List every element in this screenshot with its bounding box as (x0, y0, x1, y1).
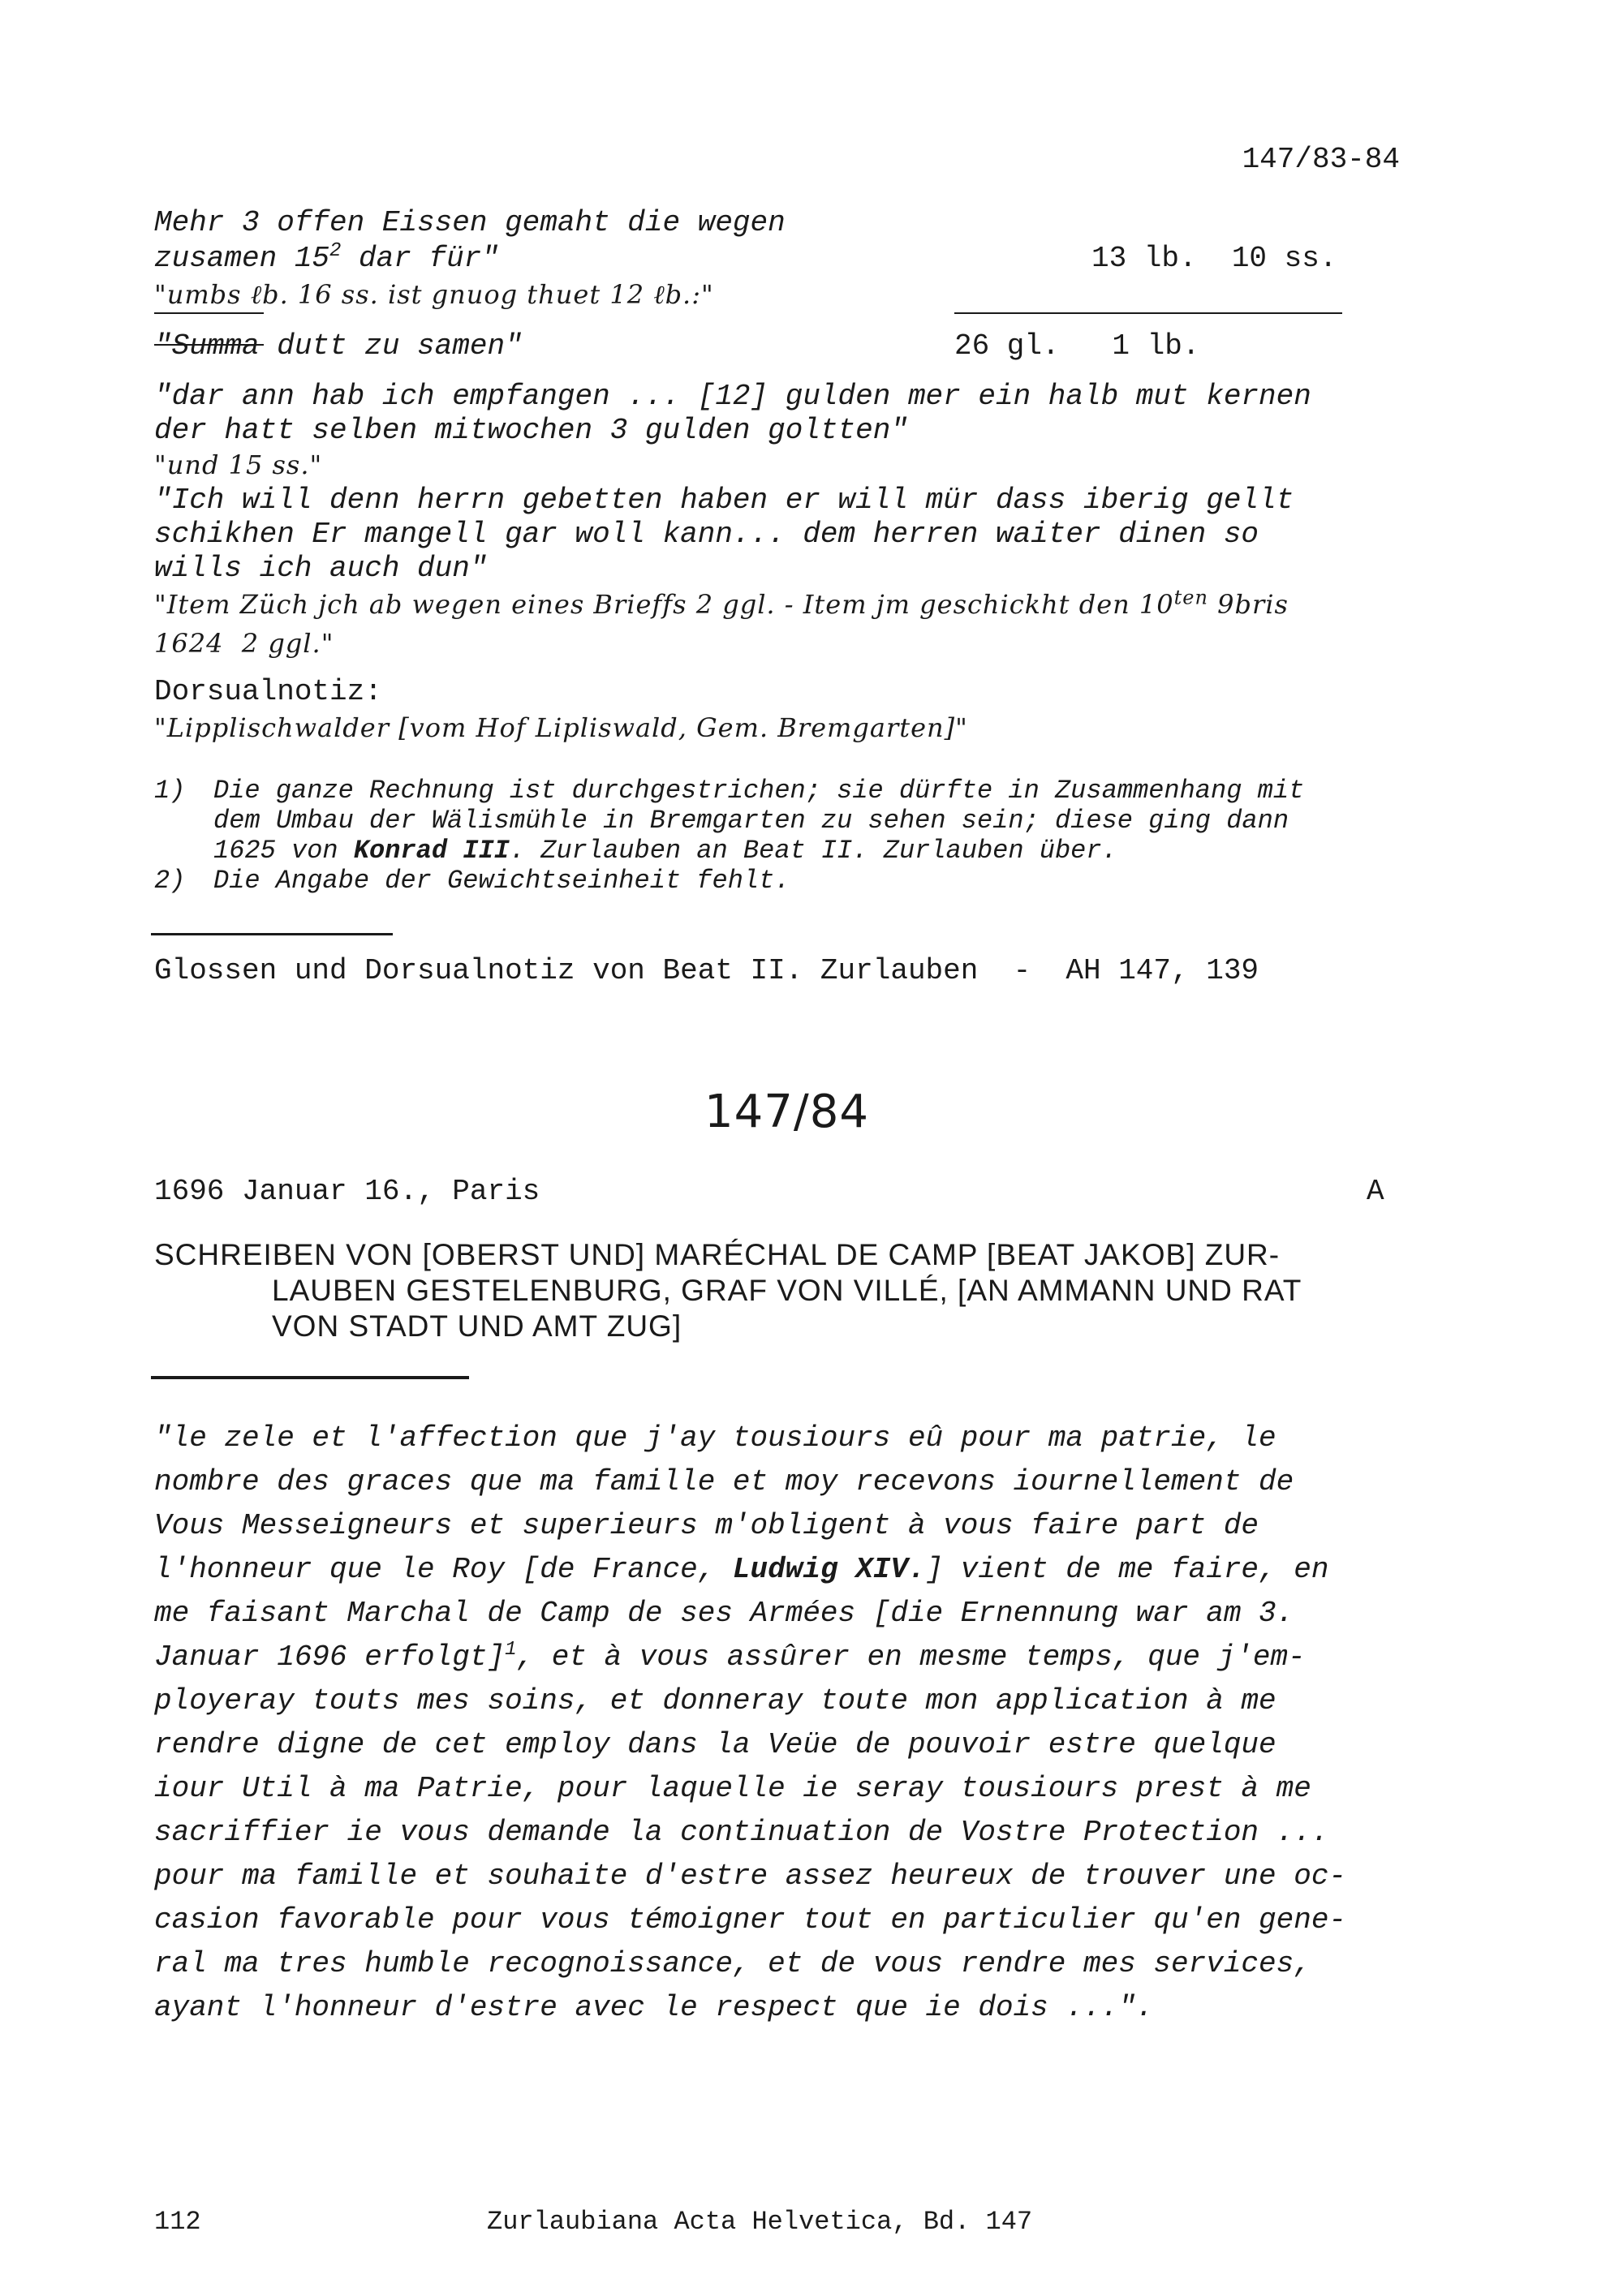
paragraph-2-line-1: "Ich will denn herrn gebetten haben er will mür dass iberig gellt (154, 484, 1294, 517)
letter-line: "le zele et l'affection que j'ay tousiours eû pour ma patrie, le (154, 1421, 1276, 1455)
paragraph-2-line-3: wills ich auch dun" (154, 552, 488, 585)
letter-line: ayant l'honneur d'estre avec le respect que ie dois ...". (154, 1991, 1154, 2024)
letter-line: ployeray touts mes soins, et donneray toute mon application à me (154, 1684, 1276, 1718)
letter-line: me faisant Marchal de Camp de ses Armées [die Ernennung war am 3. (154, 1597, 1294, 1630)
letter-line: pour ma famille et souhaite d'estre assez heureux de trouver une oc- (154, 1860, 1347, 1893)
paragraph-1-line-2: der hatt selben mitwochen 3 gulden goltten" (154, 414, 908, 447)
gloss-2: "und 15 ss." (154, 449, 323, 480)
source-note: Glossen und Dorsualnotiz von Beat II. Zurlauben - AH 147, 139 (154, 954, 1259, 987)
gloss-underline (154, 312, 264, 314)
footnote-2-number: 2) (154, 866, 186, 896)
page-reference: 147/83-84 (1242, 143, 1400, 176)
footnote-1-line-3: 1625 von Konrad III. Zurlauben an Beat II. Zurlauben über. (213, 836, 1117, 866)
letter-line: Vous Messeigneurs et superieurs m'obligent à vous faire part de (154, 1509, 1259, 1542)
letter-line: casion favorable pour vous témoigner tout en particulier qu'en gene- (154, 1903, 1347, 1937)
letter-line: ral ma tres humble recognoissance, et de vous rendre mes services, (154, 1947, 1311, 1980)
date-place: 1696 Januar 16., Paris (154, 1175, 540, 1208)
footnote-1-line-1: Die ganze Rechnung ist durchgestrichen; sie dürfte in Zusammenhang mit (213, 776, 1305, 806)
section-divider (151, 933, 393, 935)
letter-line: l'honneur que le Roy [de France, Ludwig XIV.] vient de me faire, en (154, 1553, 1329, 1586)
document-number: 147/84 (704, 1086, 870, 1138)
footnote-2-text: Die Angabe der Gewichtseinheit fehlt. (213, 866, 790, 896)
letter-line: rendre digne de cet employ dans la Veüe de pouvoir estre quelque (154, 1728, 1276, 1761)
page-number: 112 (154, 2207, 201, 2237)
paragraph-2-line-2: schikhen Er mangell gar woll kann... dem herren waiter dinen so (154, 518, 1259, 551)
title-divider (151, 1376, 469, 1379)
letter-line: iour Util à ma Patrie, pour laquelle ie seray tousiours prest à me (154, 1772, 1311, 1805)
dorsal-text: "Lipplischwalder [vom Hof Lipliswald, Gem. Bremgarten]" (154, 712, 968, 743)
gloss-3-line-1: "Item Züch jch ab wegen eines Brieffs 2 ggl. - Item jm geschickht den $10^{ten}$ 9bris (154, 586, 1289, 620)
title-line-3: VON STADT UND AMT ZUG] (272, 1309, 682, 1343)
title-line-2: LAUBEN GESTELENBURG, GRAF VON VILLÉ, [AN AMMANN UND RAT (272, 1274, 1302, 1307)
letter-line: sacriffier ie vous demande la continuation de Vostre Protection ... (154, 1816, 1329, 1849)
title-line-1: SCHREIBEN VON [OBERST UND] MARÉCHAL DE CAMP [BEAT JAKOB] ZUR- (154, 1238, 1281, 1271)
account-line-1: Mehr 3 offen Eissen gemaht die wegen (154, 206, 786, 239)
footnote-1-number: 1) (154, 776, 186, 806)
account-line-2: zusamen $15^2$ dar für" (154, 240, 499, 275)
summa-label: "Summa dutt zu samen" (154, 329, 523, 363)
letter-line: Januar 1696 erfolgt]$^1$, et à vous assûrer en mesme temps, que j'em- (154, 1639, 1306, 1674)
document-type-letter: A (1367, 1175, 1384, 1208)
gloss-1: "umbs ℓb. 16 ss. ist gnuog thuet 12 ℓb.:" (154, 279, 714, 310)
sum-rule (954, 312, 1342, 314)
summa-amount: 26 gl. 1 lb. (954, 329, 1200, 363)
series-title: Zurlaubiana Acta Helvetica, Bd. 147 (487, 2207, 1033, 2237)
gloss-3-line-2: 1624 2 ggl." (154, 628, 334, 659)
dorsal-label: Dorsualnotiz: (154, 675, 382, 708)
account-amount-1: 13 lb. 10 ss. (1091, 242, 1337, 275)
footnote-1-line-2: dem Umbau der Wälismühle in Bremgarten zu sehen sein; diese ging dann (213, 806, 1289, 836)
letter-line: nombre des graces que ma famille et moy recevons iournellement de (154, 1465, 1294, 1498)
paragraph-1-line-1: "dar ann hab ich empfangen ... [12] gulden mer ein halb mut kernen (154, 380, 1311, 413)
